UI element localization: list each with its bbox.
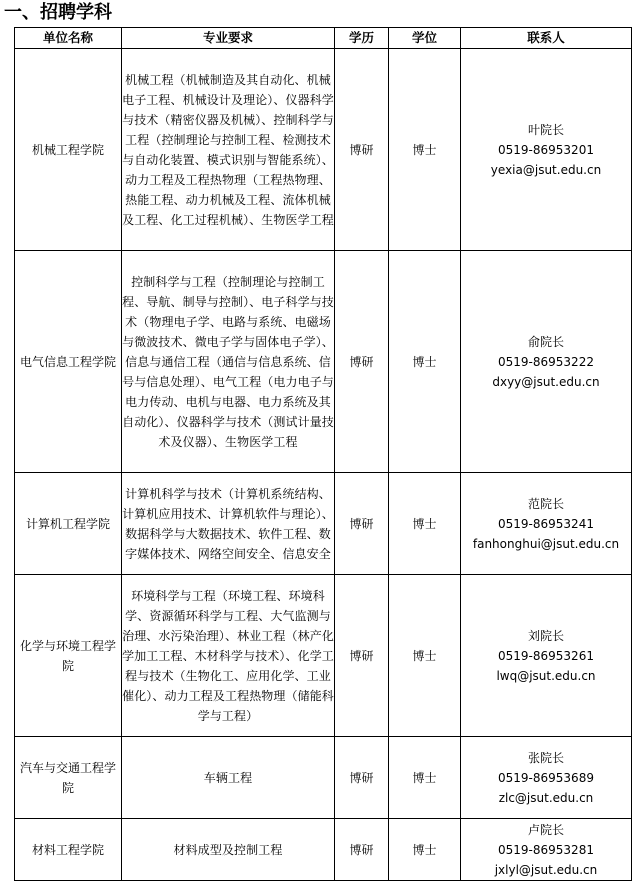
major-requirements: 材料成型及控制工程 (122, 819, 335, 881)
contact-email: jxlyl@jsut.edu.cn (494, 862, 598, 877)
contact-email: zlc@jsut.edu.cn (498, 790, 594, 805)
unit-name: 化学与环境工程学院 (15, 575, 122, 737)
education-level: 博研 (335, 473, 389, 575)
table-row (15, 49, 632, 251)
contact-phone: 0519-86953281 (498, 842, 594, 857)
recruitment-table (14, 27, 632, 881)
education-level: 博研 (335, 819, 389, 881)
table-row (15, 737, 632, 819)
contact-name: 范院长 (527, 496, 564, 511)
degree: 博士 (389, 737, 461, 819)
contact-cell (461, 819, 632, 881)
table-row (15, 473, 632, 575)
contact-phone: 0519-86953689 (498, 770, 594, 785)
contact-email: fanhonghui@jsut.edu.cn (472, 536, 620, 551)
contact-phone: 0519-86953201 (498, 142, 594, 157)
contact-email: dxyy@jsut.edu.cn (492, 374, 600, 389)
major-requirements: 机械工程（机械制造及其自动化、机械电子工程、机械设计及理论）、仪器科学与技术（精密仪器及机械）、控制科学与工程（控制理论与控制工程、检测技术与自动化装置、模式识别与智能系统）、动力工程及工程热物理（工程热物理、热能工程、动力机械及工程、流体机械及工程、化工过程机械）、生物医学工程 (122, 49, 335, 251)
contact-phone: 0519-86953241 (498, 516, 594, 531)
contact-phone: 0519-86953261 (498, 648, 594, 663)
degree: 博士 (389, 819, 461, 881)
contact-name: 张院长 (527, 750, 564, 765)
contact-name: 刘院长 (527, 628, 564, 643)
table-row (15, 819, 632, 881)
education-level: 博研 (335, 575, 389, 737)
unit-name: 电气信息工程学院 (15, 251, 122, 473)
education-level: 博研 (335, 49, 389, 251)
table-row (15, 575, 632, 737)
section-title: 一、招聘学科 (4, 2, 112, 23)
contact-name: 俞院长 (527, 334, 564, 349)
contact-name: 卢院长 (527, 822, 564, 837)
contact-email: lwq@jsut.edu.cn (496, 668, 596, 683)
unit-name: 机械工程学院 (15, 49, 122, 251)
education-level: 博研 (335, 737, 389, 819)
header-education: 学历 (335, 28, 389, 49)
header-contact: 联系人 (461, 28, 632, 49)
contact-cell (461, 575, 632, 737)
unit-name: 汽车与交通工程学院 (15, 737, 122, 819)
contact-cell (461, 473, 632, 575)
contact-email: yexia@jsut.edu.cn (490, 162, 602, 177)
table-row (15, 251, 632, 473)
degree: 博士 (389, 473, 461, 575)
degree: 博士 (389, 251, 461, 473)
education-level: 博研 (335, 251, 389, 473)
table-header-row (15, 28, 632, 49)
header-degree: 学位 (389, 28, 461, 49)
contact-cell (461, 737, 632, 819)
degree: 博士 (389, 49, 461, 251)
unit-name: 材料工程学院 (15, 819, 122, 881)
unit-name: 计算机工程学院 (15, 473, 122, 575)
degree: 博士 (389, 575, 461, 737)
major-requirements: 车辆工程 (122, 737, 335, 819)
contact-cell (461, 251, 632, 473)
header-unit: 单位名称 (15, 28, 122, 49)
header-major: 专业要求 (122, 28, 335, 49)
contact-phone: 0519-86953222 (498, 354, 594, 369)
major-requirements: 环境科学与工程（环境工程、环境科学、资源循环科学与工程、大气监测与治理、水污染治理）、林业工程（林产化学加工工程、木材科学与技术）、化学工程与技术（生物化工、应用化学、工业催化）、动力工程及工程热物理（储能科学与工程） (122, 575, 335, 737)
contact-cell (461, 49, 632, 251)
contact-name: 叶院长 (527, 122, 564, 137)
major-requirements: 计算机科学与技术（计算机系统结构、计算机应用技术、计算机软件与理论）、数据科学与大数据技术、软件工程、数字媒体技术、网络空间安全、信息安全 (122, 473, 335, 575)
major-requirements: 控制科学与工程（控制理论与控制工程、导航、制导与控制）、电子科学与技术（物理电子学、电路与系统、电磁场与微波技术、微电子学与固体电子学）、信息与通信工程（通信与信息系统、信号与信息处理）、电气工程（电力电子与电力传动、电机与电器、电力系统及其自动化）、仪器科学与技术（测试计量技术及仪器）、生物医学工程 (122, 251, 335, 473)
